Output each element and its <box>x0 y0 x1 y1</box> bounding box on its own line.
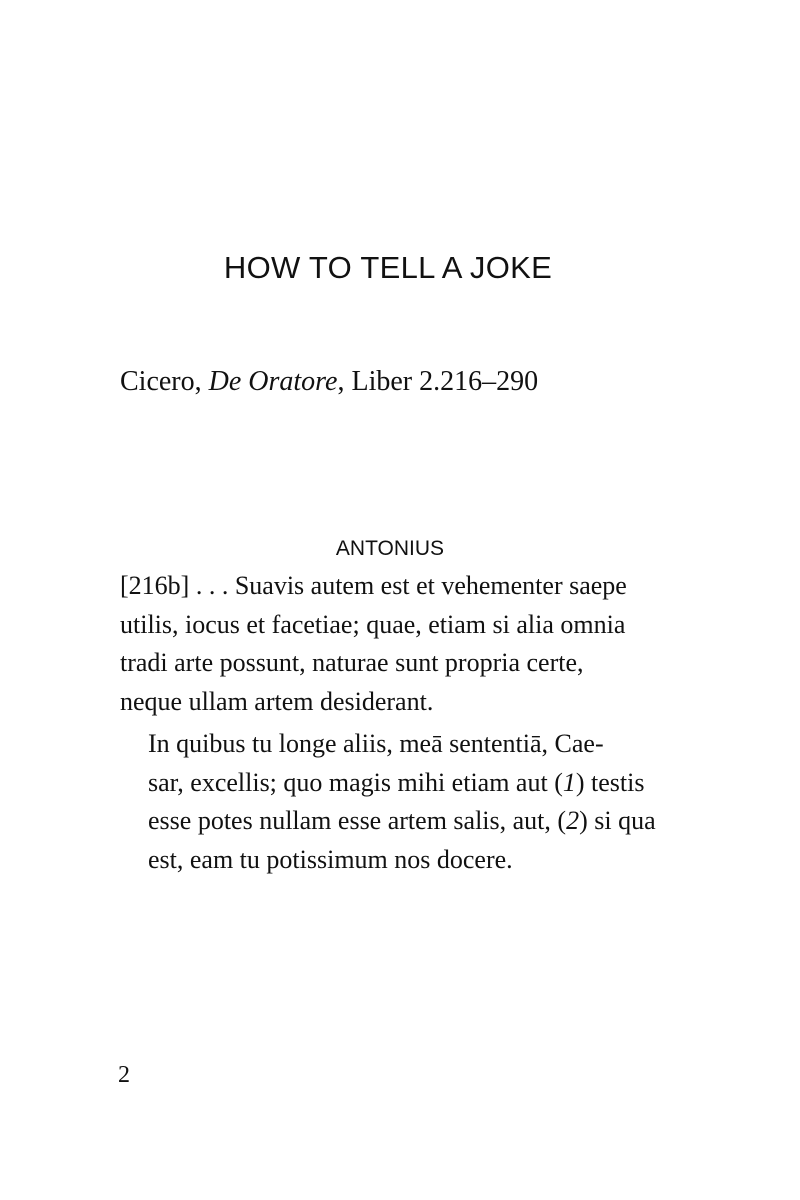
text-fragment: esse potes nullam esse artem salis, aut, ( <box>148 806 567 835</box>
paragraph-2 <box>120 725 665 879</box>
enumeration-marker: 2 <box>566 806 580 835</box>
enumeration-marker: 1 <box>562 767 576 797</box>
text-line: utilis, iocus et facetiae; quae, etiam si alia omnia <box>120 609 626 639</box>
text-line: In quibus tu longe aliis, meā sententiā, Cae- <box>148 729 604 758</box>
text-line: est, eam tu potissimum nos docere. <box>148 844 513 874</box>
text-fragment: ) si qua <box>579 806 656 835</box>
speaker-heading: ANTONIUS <box>335 537 445 560</box>
text-line: [216b] . . . Suavis autem est et vehementer saepe <box>120 571 627 600</box>
text-line <box>120 764 665 803</box>
body-text <box>120 567 665 879</box>
text-fragment: sar, excellis; quo magis mihi etiam aut ( <box>148 767 563 797</box>
page-number: 2 <box>118 1062 130 1088</box>
source-reference: , Liber 2.216–290 <box>337 366 539 397</box>
text-fragment: ) testis <box>575 767 645 797</box>
source-work-title: De Oratore <box>208 366 338 397</box>
paragraph-1 <box>120 567 665 721</box>
chapter-title: HOW TO TELL A JOKE <box>223 250 553 285</box>
text-line <box>120 802 665 841</box>
text-line: neque ullam artem desiderant. <box>120 686 434 716</box>
source-citation <box>120 362 538 402</box>
source-author: Cicero, <box>120 366 209 397</box>
text-line: tradi arte possunt, naturae sunt propria certe, <box>120 648 584 677</box>
